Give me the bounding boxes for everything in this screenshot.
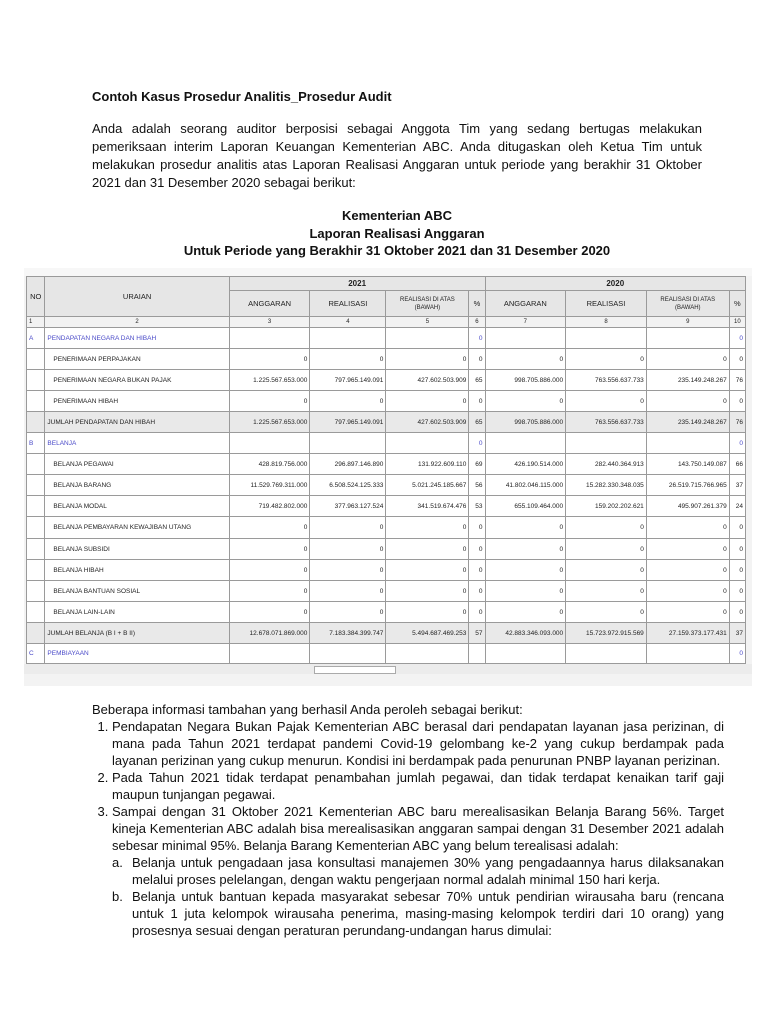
- column-index: 4: [310, 317, 386, 328]
- cell-uraian: BELANJA BARANG: [45, 475, 229, 496]
- table-cell: 0: [386, 560, 469, 581]
- table-cell: 797.965.149.091: [310, 370, 386, 391]
- cell-uraian: JUMLAH BELANJA (B I + B II): [45, 623, 229, 644]
- list-item-text: Pendapatan Negara Bukan Pajak Kementerian ABC berasal dari pendapatan layanan jasa perizinan, di mana pada Tahun 2021 terdapat pandemi Covid-19 gelombang ke-2 yang cukup berdampak pada layanan perizinan yang cukup menurun. Kondisi ini berdampak pada penurunan PNBP layanan perizinan.: [112, 719, 724, 768]
- cell-no: [27, 560, 45, 581]
- table-row: [27, 328, 746, 349]
- table-cell: 69: [469, 454, 485, 475]
- table-cell: 0: [485, 539, 566, 560]
- table-cell: 143.750.149.087: [646, 454, 729, 475]
- table-cell: 37: [729, 623, 745, 644]
- table-cell: 37: [729, 475, 745, 496]
- table-cell: 0: [485, 391, 566, 412]
- table-cell: 0: [229, 349, 310, 370]
- table-cell: 296.897.146.890: [310, 454, 386, 475]
- cell-no: [27, 581, 45, 602]
- table-row: [27, 517, 746, 539]
- header-pct-2021: %: [469, 291, 485, 317]
- table-cell: 0: [729, 539, 745, 560]
- list-item-text: Pada Tahun 2021 tidak terdapat penambahan jumlah pegawai, dan tidak terdapat kenaikan tarif gaji maupun tunjangan pegawai.: [112, 770, 724, 802]
- cell-uraian: PENERIMAAN HIBAH: [45, 391, 229, 412]
- cell-uraian: BELANJA: [45, 433, 229, 454]
- column-index: 7: [485, 317, 566, 328]
- table-cell: 7.183.384.399.747: [310, 623, 386, 644]
- column-index: 6: [469, 317, 485, 328]
- cell-no: [27, 454, 45, 475]
- table-row: [27, 644, 746, 664]
- table-cell: [386, 328, 469, 349]
- table-cell: 0: [229, 517, 310, 539]
- table-cell: 655.109.464.000: [485, 496, 566, 517]
- table-cell: 0: [469, 391, 485, 412]
- table-row: [27, 454, 746, 475]
- budget-realization-table: [26, 276, 746, 664]
- table-cell: [646, 433, 729, 454]
- cell-uraian: PENDAPATAN NEGARA DAN HIBAH: [45, 328, 229, 349]
- table-cell: 65: [469, 370, 485, 391]
- header-anggaran-2020: ANGGARAN: [485, 291, 566, 317]
- cell-no: [27, 370, 45, 391]
- additional-info-title: Beberapa informasi tambahan yang berhasil Anda peroleh sebagai berikut:: [92, 702, 523, 717]
- table-cell: 0: [566, 581, 647, 602]
- table-cell: 0: [566, 560, 647, 581]
- cell-uraian: PENERIMAAN NEGARA BUKAN PAJAK: [45, 370, 229, 391]
- table-row: [27, 475, 746, 496]
- cell-uraian: BELANJA HIBAH: [45, 560, 229, 581]
- sub-item-text: Belanja untuk pengadaan jasa konsultasi manajemen 30% yang pengadaannya harus dilaksanakan melalui proses pelelangan, dengan waktu pengerjaan normal adalah minimal 150 hari kerja.: [132, 855, 724, 887]
- table-cell: 0: [386, 602, 469, 623]
- additional-info-list: [92, 718, 724, 939]
- table-cell: 5.021.245.185.667: [386, 475, 469, 496]
- table-cell: 0: [646, 602, 729, 623]
- table-cell: 57: [469, 623, 485, 644]
- table-cell: 763.556.637.733: [566, 370, 647, 391]
- list-item: [112, 718, 724, 769]
- table-cell: 0: [566, 602, 647, 623]
- sub-list-item: [112, 888, 724, 939]
- table-cell: 0: [485, 581, 566, 602]
- table-row: [27, 560, 746, 581]
- table-cell: 0: [646, 560, 729, 581]
- table-cell: 15.723.972.915.569: [566, 623, 647, 644]
- column-index: 5: [386, 317, 469, 328]
- table-cell: 0: [485, 602, 566, 623]
- table-cell: 0: [469, 539, 485, 560]
- table-cell: [485, 644, 566, 664]
- table-cell: [566, 644, 647, 664]
- table-cell: [485, 433, 566, 454]
- column-index: 3: [229, 317, 310, 328]
- table-cell: [566, 328, 647, 349]
- header-year-2020: 2020: [485, 277, 745, 291]
- table-row: [27, 349, 746, 370]
- table-cell: 282.440.364.913: [566, 454, 647, 475]
- table-cell: 159.202.202.621: [566, 496, 647, 517]
- table-cell: 0: [469, 581, 485, 602]
- table-cell: 797.965.149.091: [310, 412, 386, 433]
- table-cell: 0: [485, 517, 566, 539]
- table-cell: 0: [729, 581, 745, 602]
- column-index: 8: [566, 317, 647, 328]
- table-cell: 6.508.524.125.333: [310, 475, 386, 496]
- table-cell: [310, 644, 386, 664]
- cell-no: [27, 602, 45, 623]
- table-cell: 1.225.567.653.000: [229, 370, 310, 391]
- table-bottom-strip: [24, 664, 752, 674]
- sub-list-item: [112, 854, 724, 888]
- cell-no: C: [27, 644, 45, 664]
- cell-no: [27, 539, 45, 560]
- table-cell: 0: [646, 539, 729, 560]
- table-cell: 998.705.886.000: [485, 370, 566, 391]
- table-cell: 27.159.373.177.431: [646, 623, 729, 644]
- scroll-box: [314, 666, 396, 674]
- table-cell: 0: [469, 517, 485, 539]
- cell-uraian: BELANJA MODAL: [45, 496, 229, 517]
- cell-no: [27, 349, 45, 370]
- column-index: 2: [45, 317, 229, 328]
- sub-list: [112, 854, 724, 939]
- table-cell: [310, 433, 386, 454]
- table-cell: 0: [469, 328, 485, 349]
- cell-uraian: PENERIMAAN PERPAJAKAN: [45, 349, 229, 370]
- cell-no: [27, 496, 45, 517]
- cell-no: [27, 391, 45, 412]
- table-cell: 11.529.769.311.000: [229, 475, 310, 496]
- table-cell: [566, 433, 647, 454]
- cell-uraian: BELANJA PEGAWAI: [45, 454, 229, 475]
- table-cell: 0: [386, 349, 469, 370]
- table-cell: 0: [469, 433, 485, 454]
- column-index: 9: [646, 317, 729, 328]
- table-cell: 12.678.071.869.000: [229, 623, 310, 644]
- column-index: 1: [27, 317, 45, 328]
- table-cell: 41.802.046.115.000: [485, 475, 566, 496]
- table-cell: 24: [729, 496, 745, 517]
- report-period: Untuk Periode yang Berakhir 31 Oktober 2021 dan 31 Desember 2020: [183, 243, 611, 258]
- cell-uraian: JUMLAH PENDAPATAN DAN HIBAH: [45, 412, 229, 433]
- table-cell: 719.482.802.000: [229, 496, 310, 517]
- table-cell: 5.494.687.469.253: [386, 623, 469, 644]
- table-row: [27, 539, 746, 560]
- table-cell: 0: [646, 581, 729, 602]
- table-cell: 0: [646, 349, 729, 370]
- table-row: [27, 370, 746, 391]
- table-cell: 0: [229, 539, 310, 560]
- table-cell: 0: [469, 602, 485, 623]
- table-cell: 0: [566, 349, 647, 370]
- table-cell: 0: [229, 560, 310, 581]
- table-cell: 0: [310, 560, 386, 581]
- table-cell: 0: [729, 517, 745, 539]
- table-cell: [646, 328, 729, 349]
- header-anggaran-2021: ANGGARAN: [229, 291, 310, 317]
- table-cell: 341.519.674.476: [386, 496, 469, 517]
- table-cell: 0: [729, 349, 745, 370]
- table-cell: [386, 433, 469, 454]
- budget-table-image: [24, 268, 752, 686]
- table-top-strip: [24, 268, 752, 276]
- header-pct-2020: %: [729, 291, 745, 317]
- table-cell: 66: [729, 454, 745, 475]
- report-name: Laporan Realisasi Anggaran: [309, 225, 485, 241]
- table-cell: 0: [310, 391, 386, 412]
- table-cell: [469, 644, 485, 664]
- table-cell: 427.602.503.909: [386, 412, 469, 433]
- table-cell: 0: [729, 644, 745, 664]
- table-cell: 0: [310, 581, 386, 602]
- cell-no: [27, 412, 45, 433]
- table-cell: 0: [229, 602, 310, 623]
- table-cell: 0: [386, 391, 469, 412]
- table-cell: 0: [485, 560, 566, 581]
- table-cell: 0: [566, 539, 647, 560]
- table-cell: 0: [729, 328, 745, 349]
- table-cell: 0: [310, 602, 386, 623]
- table-cell: 15.282.330.348.035: [566, 475, 647, 496]
- cell-uraian: BELANJA SUBSIDI: [45, 539, 229, 560]
- table-cell: [646, 644, 729, 664]
- table-cell: [229, 433, 310, 454]
- document-title: Contoh Kasus Prosedur Analitis_Prosedur Audit: [92, 89, 392, 104]
- table-cell: 428.819.756.000: [229, 454, 310, 475]
- cell-uraian: BELANJA PEMBAYARAN KEWAJIBAN UTANG: [45, 517, 229, 539]
- column-index-row: [27, 317, 746, 328]
- list-item-text: Sampai dengan 31 Oktober 2021 Kementerian ABC baru merealisasikan Belanja Barang 56%. Target kineja Kementerian ABC adalah bisa merealisasikan anggaran sampai dengan 31 Desember 2021 adalah sebesar minimal 95%. Belanja Barang Kementerian ABC yang belum terealisasi adalah:: [112, 804, 724, 853]
- header-diatas-2020: REALISASI DI ATAS (BAWAH): [646, 291, 729, 317]
- table-cell: 0: [386, 539, 469, 560]
- table-cell: 0: [566, 391, 647, 412]
- header-no: NO: [27, 277, 45, 317]
- table-cell: 0: [729, 391, 745, 412]
- table-row: [27, 391, 746, 412]
- list-item: [112, 769, 724, 803]
- table-row: [27, 602, 746, 623]
- table-cell: 0: [469, 560, 485, 581]
- table-cell: [229, 328, 310, 349]
- table-cell: 0: [229, 581, 310, 602]
- table-row: [27, 581, 746, 602]
- table-cell: 0: [469, 349, 485, 370]
- report-heading: [92, 207, 702, 260]
- table-row: [27, 433, 746, 454]
- table-cell: 0: [386, 517, 469, 539]
- table-cell: 0: [646, 391, 729, 412]
- table-cell: 235.149.248.267: [646, 412, 729, 433]
- table-cell: 0: [566, 517, 647, 539]
- sub-item-label: b.: [112, 889, 123, 904]
- table-cell: 0: [729, 560, 745, 581]
- table-cell: 0: [229, 391, 310, 412]
- header-diatas-2021: REALISASI DI ATAS (BAWAH): [386, 291, 469, 317]
- header-year-2021: 2021: [229, 277, 485, 291]
- cell-no: [27, 517, 45, 539]
- table-cell: 0: [310, 517, 386, 539]
- list-item: [112, 803, 724, 939]
- table-cell: [310, 328, 386, 349]
- table-cell: 0: [485, 349, 566, 370]
- header-realisasi-2021: REALISASI: [310, 291, 386, 317]
- table-cell: [386, 644, 469, 664]
- table-cell: 0: [729, 602, 745, 623]
- table-cell: 76: [729, 370, 745, 391]
- table-cell: 426.190.514.000: [485, 454, 566, 475]
- table-cell: 76: [729, 412, 745, 433]
- column-index: 10: [729, 317, 745, 328]
- table-cell: 763.556.637.733: [566, 412, 647, 433]
- intro-paragraph: Anda adalah seorang auditor berposisi sebagai Anggota Tim yang sedang bertugas melakukan pemeriksaan interim Laporan Keuangan Kementerian ABC. Anda ditugaskan oleh Ketua Tim untuk melakukan prosedur analitis atas Laporan Realisasi Anggaran untuk periode yang berakhir 31 Oktober 2021 dan 31 Desember 2020 sebagai berikut:: [92, 121, 702, 190]
- table-cell: 0: [310, 349, 386, 370]
- table-cell: 1.225.567.653.000: [229, 412, 310, 433]
- table-cell: 131.922.609.110: [386, 454, 469, 475]
- table-cell: 0: [729, 433, 745, 454]
- table-cell: 427.602.503.909: [386, 370, 469, 391]
- table-cell: 26.519.715.766.965: [646, 475, 729, 496]
- cell-uraian: BELANJA LAIN-LAIN: [45, 602, 229, 623]
- table-cell: 56: [469, 475, 485, 496]
- table-cell: [229, 644, 310, 664]
- table-row: [27, 496, 746, 517]
- table-row: [27, 623, 746, 644]
- table-row: [27, 412, 746, 433]
- table-cell: 235.149.248.267: [646, 370, 729, 391]
- table-cell: 998.705.886.000: [485, 412, 566, 433]
- cell-no: A: [27, 328, 45, 349]
- table-cell: 0: [386, 581, 469, 602]
- report-entity: Kementerian ABC: [341, 208, 453, 223]
- sub-item-text: Belanja untuk bantuan kepada masyarakat sebesar 70% untuk pendirian wirausaha baru (rencana untuk 1 juta kelompok wirausaha penerima, masing-masing kelompok terdiri dari 10 orang) yang prosesnya sesuai dengan peraturan perundang-undangan harus dimulai:: [132, 889, 724, 938]
- table-cell: 0: [646, 517, 729, 539]
- cell-uraian: PEMBIAYAAN: [45, 644, 229, 664]
- cell-uraian: BELANJA BANTUAN SOSIAL: [45, 581, 229, 602]
- table-cell: 65: [469, 412, 485, 433]
- header-realisasi-2020: REALISASI: [566, 291, 647, 317]
- table-cell: 495.907.261.379: [646, 496, 729, 517]
- sub-item-label: a.: [112, 855, 123, 870]
- cell-no: [27, 475, 45, 496]
- cell-no: [27, 623, 45, 644]
- table-cell: 0: [310, 539, 386, 560]
- cell-no: B: [27, 433, 45, 454]
- table-cell: 53: [469, 496, 485, 517]
- table-cell: 377.963.127.524: [310, 496, 386, 517]
- header-uraian: URAIAN: [45, 277, 229, 317]
- table-cell: [485, 328, 566, 349]
- table-cell: 42.883.346.093.000: [485, 623, 566, 644]
